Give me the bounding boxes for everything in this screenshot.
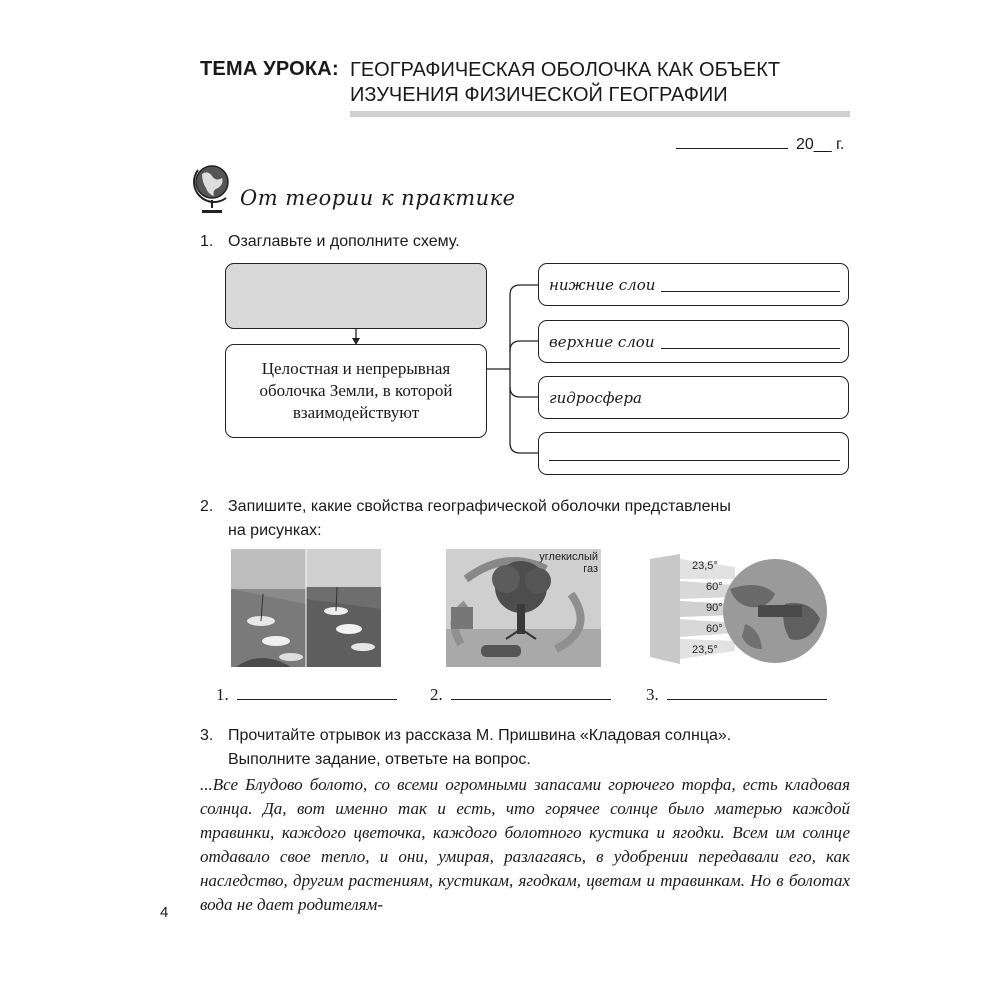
ray-angle-label: 23,5°	[692, 560, 718, 572]
task1-number: 1.	[200, 233, 214, 250]
item-label: нижние слои	[549, 275, 656, 294]
answer-number: 2.	[430, 685, 443, 704]
task2-text-line2: на рисунках:	[228, 522, 322, 539]
scheme-item-hydrosphere	[538, 376, 849, 419]
task2	[200, 495, 860, 543]
scheme-item-lower-layers	[538, 263, 849, 306]
task2-text-line1: Запишите, какие свойства географической оболочки представлены	[228, 498, 731, 515]
task3-text-line1: Прочитайте отрывок из рассказа М. Пришвина «Кладовая солнца».	[228, 727, 732, 744]
date-suffix: 20__ г.	[796, 136, 845, 153]
answer-line[interactable]	[661, 334, 841, 349]
item-label: верхние слои	[549, 332, 655, 351]
task3-text-line2: Выполните задание, ответьте на вопрос.	[228, 751, 531, 768]
topic-title-line2: ИЗУЧЕНИЯ ФИЗИЧЕСКОЙ ГЕОГРАФИИ	[350, 84, 728, 106]
topic-label: ТЕМА УРОКА:	[200, 58, 339, 80]
prishvin-excerpt: ...Все Блудово болото, со всеми огромными запасами горючего торфа, есть кладовая солнца. Да, вот именно так и есть, что горячее солнце было матерью каждой травинки, каждого цветочка, каждого болотного кустика и ягодки. Всем им солнце отдавало свое тепло, и они, умирая, разлагаясь, в удобрении передавали его, как наследство, другим растениям, кустикам, ягодкам, цветам и травинкам. Но в болотах вода не дает родителям-	[200, 775, 850, 914]
scheme-definition-box	[225, 344, 487, 438]
co2-label-line1: углекислый	[539, 551, 598, 563]
answer-number: 1.	[216, 685, 229, 704]
tides-photo	[231, 549, 381, 667]
task3	[200, 724, 860, 772]
ray-angle-label: 90°	[706, 602, 723, 614]
answer-line[interactable]	[549, 446, 840, 461]
item-label: гидросфера	[549, 388, 642, 407]
ray-angle-labels	[680, 556, 723, 661]
answer-3	[646, 685, 827, 705]
answer-number: 3.	[646, 685, 659, 704]
answer-line[interactable]	[661, 277, 840, 292]
page-number: 4	[160, 904, 169, 921]
ray-angle-label: 60°	[706, 623, 723, 635]
scheme-item-blank	[538, 432, 849, 475]
co2-label-line2: газ	[583, 563, 598, 575]
task2-number: 2.	[200, 498, 214, 515]
section-title: От теории к практике	[240, 186, 516, 210]
definition-line2: оболочка Земли, в которой	[259, 381, 453, 400]
answer-2	[430, 685, 611, 705]
definition-line1: Целостная и непрерывная	[261, 359, 451, 378]
sun-rays-globe-image	[650, 549, 830, 667]
topic-title-line1: ГЕОГРАФИЧЕСКАЯ ОБОЛОЧКА КАК ОБЪЕКТ	[350, 59, 781, 81]
task3-number: 3.	[200, 727, 214, 744]
answer-line[interactable]	[667, 685, 827, 700]
co2-label	[534, 551, 598, 575]
ray-angle-label: 23,5°	[692, 644, 718, 656]
answer-1	[216, 685, 397, 705]
scheme-item-upper-layers	[538, 320, 849, 363]
answer-line[interactable]	[237, 685, 397, 700]
task1-text: Озаглавьте и дополните схему.	[228, 233, 460, 250]
definition-line3: взаимодействуют	[292, 403, 420, 422]
ray-angle-label: 60°	[706, 581, 723, 593]
answer-line[interactable]	[451, 685, 611, 700]
